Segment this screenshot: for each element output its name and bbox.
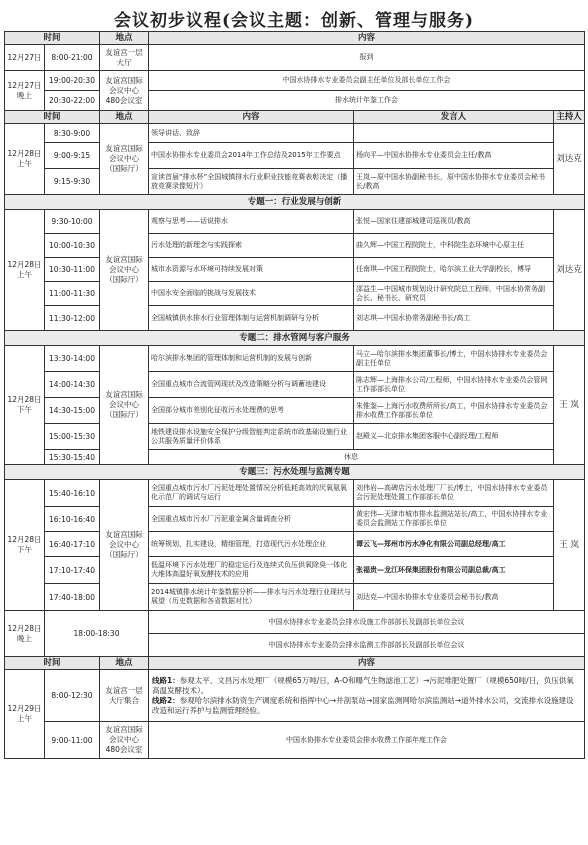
date-cell: 12月28日下午 (5, 480, 45, 611)
route-1-label: 线路1： (152, 675, 180, 685)
time-cell: 8:00-12:30 (45, 670, 100, 722)
date-cell: 12月27日 (5, 45, 45, 71)
table-row (5, 346, 585, 372)
header-content: 内容 (149, 657, 585, 670)
date-cell: 12月27日晚上 (5, 71, 45, 111)
table-row (5, 424, 585, 450)
content-cell: 中国水协排水专业委员会排水收费工作部年度工作会 (149, 722, 585, 759)
speaker-cell: 邵益生—中国城市规划设计研究院总工程师，中国水协常务副会长、秘书长，研究员 (354, 282, 554, 306)
time-cell: 11:30-12:00 (45, 306, 100, 331)
content-cell: 观察与思考——话说排水 (149, 210, 354, 234)
date-cell: 12月28日下午 (5, 346, 45, 465)
time-cell: 9:00-11:00 (45, 722, 100, 759)
table-row (5, 282, 585, 306)
venue-cell: 友谊宫国际会议中心480会议室 (100, 722, 149, 759)
speaker-cell: 赵殿义—北京排水集团客服中心副经理/工程师 (354, 424, 554, 450)
content-cell: 中国水协排水专业委员会副主任单位及部长单位工作会 (149, 71, 585, 91)
table-row (5, 71, 585, 91)
host-cell: 刘达克 (554, 210, 585, 331)
speaker-cell: 马立—哈尔滨排水集团董事长/博士，中国水协排水专业委员会副主任单位 (354, 346, 554, 372)
speaker-cell: 王岚—原中国水协副秘书长，原中国水协排水专业委员会秘书长/教高 (354, 169, 554, 195)
time-cell: 14:30-15:00 (45, 398, 100, 424)
speaker-cell: 朱惟鉴—上海污水收费所所长/高工，中国水协排水专业委员会排水收费工作部部长单位 (354, 398, 554, 424)
speaker-cell: 张悦—国家住建部城建司巡视员/教高 (354, 210, 554, 234)
content-cell: 宣读首届“排水杯”全国城镇排水行业职业技能竞赛表彰决定（播放竞赛录像短片） (149, 169, 354, 195)
time-cell: 9:30-10:00 (45, 210, 100, 234)
header-row (5, 657, 585, 670)
time-cell: 16:40-17:10 (45, 532, 100, 557)
content-cell: 中国水安全面临的挑战与发展技术 (149, 282, 354, 306)
time-cell: 13:30-14:00 (45, 346, 100, 372)
table-row (5, 306, 585, 331)
date-cell: 12月28日上午 (5, 210, 45, 331)
time-cell: 14:00-14:30 (45, 372, 100, 398)
table-row (5, 557, 585, 584)
host-cell: 王 岚 (554, 346, 585, 465)
speaker-cell: 刘伟岩—高碑店污水处理厂厂长/博士，中国水协排水专业委员会污泥处理处置工作部部长单位 (354, 480, 554, 507)
section-row (5, 195, 585, 210)
content-cell: 统筹规划，扎实建设，精细管理，打造现代污水处理企业 (149, 532, 354, 557)
content-cell: 中国水协排水专业委员会2014年工作总结及2015年工作要点 (149, 143, 354, 169)
table-row (5, 258, 585, 282)
route-1-text: 参观太平、文昌污水处理厂（规模65万吨/日，A-O和曝气生物滤池工艺）→污泥堆肥处置厂（规模650吨/日，负压供氧高温发酵技术）。 (152, 675, 574, 695)
header-venue: 地点 (100, 111, 149, 124)
time-cell: 10:30-11:00 (45, 258, 100, 282)
section-heading: 专题三：污水处理与监测专题 (5, 465, 585, 480)
venue-cell: 友谊宫国际会议中心（国际厅） (100, 480, 149, 611)
time-cell: 17:10-17:40 (45, 557, 100, 584)
content-cell: 报到 (149, 45, 585, 71)
header-date: 时间 (5, 32, 100, 45)
table-row (5, 91, 585, 111)
content-cell: 中国水协排水专业委员会排水设施工作部部长及副部长单位会议 (149, 611, 585, 634)
table-row (5, 670, 585, 722)
table-row (5, 507, 585, 532)
table-row (5, 398, 585, 424)
time-cell: 8:00-21:00 (45, 45, 100, 71)
speaker-cell: 张福贵—龙江环保集团股份有限公司副总裁/高工 (354, 557, 554, 584)
speaker-cell: 谭云飞—郑州市污水净化有限公司副总经理/高工 (354, 532, 554, 557)
break-cell: 休息 (149, 450, 554, 465)
header-host: 主持人 (554, 111, 585, 124)
time-cell: 8:30-9:00 (45, 124, 100, 143)
time-cell: 9:15-9:30 (45, 169, 100, 195)
time-cell: 15:00-15:30 (45, 424, 100, 450)
content-cell: 2014城镇排水统计年鉴数据分析——排水与污水处理行业现状与展望（历史数据和各省数据对比） (149, 584, 354, 611)
content-cell: 全国部分城市差别化征收污水处理费的思考 (149, 398, 354, 424)
route-cell (149, 670, 585, 722)
time-cell: 18:00-18:30 (45, 611, 149, 657)
speaker-cell (354, 124, 554, 143)
section-heading: 专题一：行业发展与创新 (5, 195, 585, 210)
table-row (5, 372, 585, 398)
table-row (5, 210, 585, 234)
content-cell: 城市水资源与水环境可持续发展对策 (149, 258, 354, 282)
header-speaker: 发言人 (354, 111, 554, 124)
time-cell: 9:00-9:15 (45, 143, 100, 169)
time-cell: 20:30-22:00 (45, 91, 100, 111)
speaker-cell: 黄宏伟—天津市城市排水监测站站长/高工，中国水协排水专业委员会监测站工作部部长单位 (354, 507, 554, 532)
table-row (5, 234, 585, 258)
table-row (5, 450, 585, 465)
time-cell: 17:40-18:00 (45, 584, 100, 611)
section-row (5, 331, 585, 346)
table-row (5, 124, 585, 143)
table-row (5, 480, 585, 507)
venue-cell: 友谊宫国际会议中心（国际厅） (100, 346, 149, 465)
venue-cell: 友谊宫一层大厅集合 (100, 670, 149, 722)
content-cell: 排水统计年鉴工作会 (149, 91, 585, 111)
content-cell: 领导讲话、致辞 (149, 124, 354, 143)
content-cell: 中国水协排水专业委员会排水监测工作部部长及副部长单位会议 (149, 634, 585, 657)
content-cell: 全国重点城市合流管网现状及改造策略分析与调蓄池建设 (149, 372, 354, 398)
time-cell: 11:00-11:30 (45, 282, 100, 306)
table-row (5, 722, 585, 759)
date-cell: 12月28日上午 (5, 124, 45, 195)
header-row (5, 111, 585, 124)
speaker-cell: 刘达克—中国水协排水专业委员会秘书长/教高 (354, 584, 554, 611)
content-cell: 全国城镇供水排水行业管理体制与运营机制调研与分析 (149, 306, 354, 331)
table-row (5, 143, 585, 169)
route-2 (152, 696, 581, 716)
table-row (5, 169, 585, 195)
content-cell: 污水处理的新理念与实践探索 (149, 234, 354, 258)
content-cell: 全国重点城市污水厂污泥处理处置情况分析低耗高效的厌氧氨氧化示范厂的调试与运行 (149, 480, 354, 507)
speaker-cell: 杨向平—中国水协排水专业委员会主任/教高 (354, 143, 554, 169)
speaker-cell: 陈志辉—上海排水公司/工程师，中国水协排水专业委员会管网工作部部长单位 (354, 372, 554, 398)
speaker-cell: 刘志琪—中国水协常务副秘书长/高工 (354, 306, 554, 331)
header-content: 内容 (149, 111, 354, 124)
page-title: 会议初步议程(会议主题：创新、管理与服务) (113, 11, 475, 31)
date-cell: 12月29日上午 (5, 670, 45, 759)
content-cell: 哈尔滨排水集团的管理体制和运营机制的发展与创新 (149, 346, 354, 372)
table-row (5, 611, 585, 634)
route-2-text: 参观哈尔滨排水防资生产调度系统和指挥中心→井剖泵站→国家监测网哈尔滨监测站→道外排水公司，交流排水设施建设改造和运行养护与监测管理经验。 (152, 695, 574, 715)
time-cell: 19:00-20:30 (45, 71, 100, 91)
header-row (5, 32, 585, 45)
content-cell: 全国重点城市污水厂污泥重金属含量调查分析 (149, 507, 354, 532)
table-row (5, 532, 585, 557)
route-1 (152, 676, 581, 696)
content-cell: 地铁建设排水设施安全保护分级智能判定系统市政基础设施行业公共服务质量评价体系 (149, 424, 354, 450)
header-venue: 地点 (100, 32, 149, 45)
time-cell: 10:00-10:30 (45, 234, 100, 258)
time-cell: 15:30-15:40 (45, 450, 100, 465)
content-cell: 低温环境下污水处理厂的稳定运行及连续式负压供氧除臭一体化大堆体高温好氧发酵技术的应用 (149, 557, 354, 584)
header-content: 内容 (149, 32, 585, 45)
table-row (5, 584, 585, 611)
venue-cell: 友谊宫一层大厅 (100, 45, 149, 71)
date-cell: 12月28日晚上 (5, 611, 45, 657)
venue-cell: 友谊宫国际会议中心（国际厅） (100, 124, 149, 195)
host-cell: 刘达克 (554, 124, 585, 195)
time-cell: 15:40-16:10 (45, 480, 100, 507)
section-row (5, 465, 585, 480)
header-venue: 地点 (100, 657, 149, 670)
venue-cell: 友谊宫国际会议中心480会议室 (100, 71, 149, 111)
section-heading: 专题二：排水管网与客户服务 (5, 331, 585, 346)
header-date: 时间 (5, 111, 100, 124)
agenda-table (4, 31, 585, 759)
speaker-cell: 曲久辉—中国工程院院士，中科院生态环境中心原主任 (354, 234, 554, 258)
time-cell: 16:10-16:40 (45, 507, 100, 532)
table-row (5, 45, 585, 71)
venue-cell: 友谊宫国际会议中心（国际厅） (100, 210, 149, 331)
route-2-label: 线路2： (152, 695, 180, 705)
header-date: 时间 (5, 657, 100, 670)
speaker-cell: 任南琪—中国工程院院士，哈尔滨工业大学副校长，博导 (354, 258, 554, 282)
host-cell: 王 岚 (554, 480, 585, 611)
